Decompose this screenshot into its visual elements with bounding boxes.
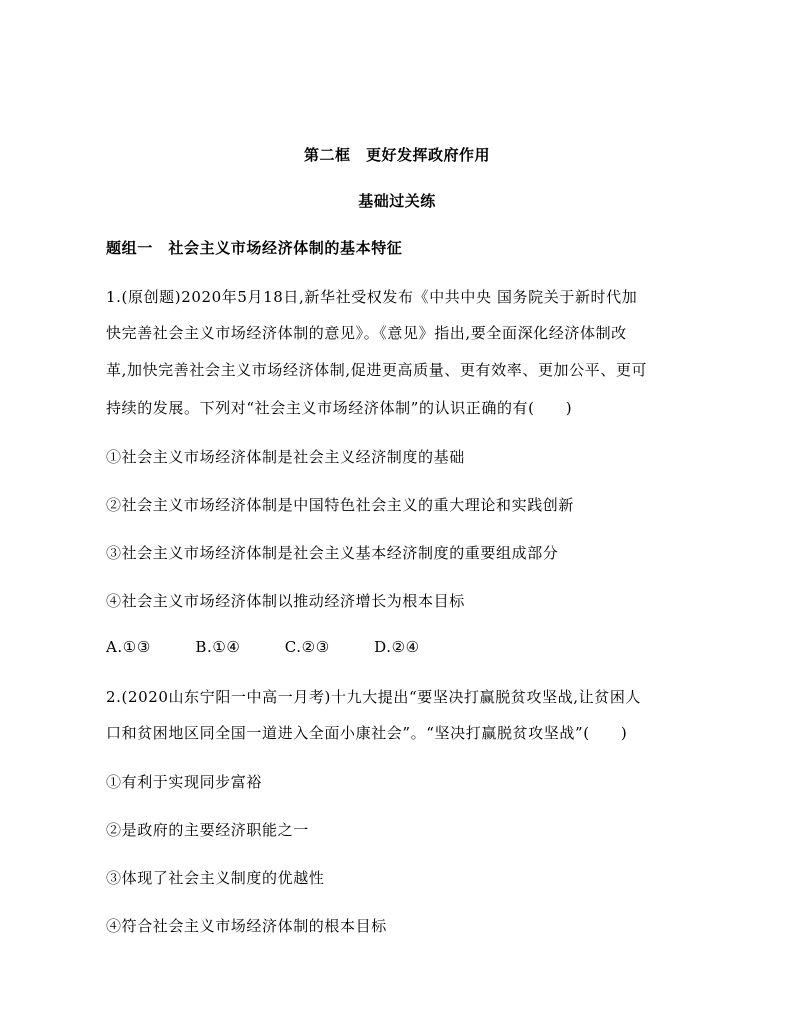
question-2-statement: ③体现了社会主义制度的优越性 — [106, 869, 325, 887]
question-1-statement: ③社会主义市场经济体制是社会主义基本经济制度的重要组成部分 — [106, 544, 559, 562]
option-b: B.①④ — [195, 638, 241, 656]
section-title: 基础过关练 — [358, 192, 436, 210]
question-1-line: 快完善社会主义市场经济体制的意见》。《意见》指出,要全面深化经济体制改 — [106, 324, 627, 342]
question-1-line: 持续的发展。下列对“社会主义市场经济体制”的认识正确的有( ) — [106, 399, 573, 417]
question-1-line: 革,加快完善社会主义市场经济体制,促进更高质量、更有效率、更加公平、更可 — [106, 361, 648, 379]
question-1-statement: ②社会主义市场经济体制是中国特色社会主义的重大理论和实践创新 — [106, 496, 575, 514]
question-2-statement: ①有利于实现同步富裕 — [106, 773, 263, 791]
question-1-options — [106, 638, 706, 656]
group-title: 题组一 社会主义市场经济体制的基本特征 — [106, 239, 403, 257]
option-d: D.②④ — [374, 638, 420, 656]
option-a: A.①③ — [106, 638, 151, 656]
lesson-title: 第二框 更好发挥政府作用 — [303, 146, 490, 164]
question-1-statement: ④社会主义市场经济体制以推动经济增长为根本目标 — [106, 592, 465, 610]
question-2-statement: ④符合社会主义市场经济体制的根本目标 — [106, 917, 387, 935]
option-c: C.②③ — [284, 638, 330, 656]
question-1-statement: ①社会主义市场经济体制是社会主义经济制度的基础 — [106, 448, 465, 466]
question-2-line: 2.(2020山东宁阳一中高一月考)十九大提出“要坚决打赢脱贫攻坚战,让贫困人 — [106, 688, 642, 706]
question-2-statement: ②是政府的主要经济职能之一 — [106, 821, 309, 839]
question-2-line: 口和贫困地区同全国一道进入全面小康社会”。“坚决打赢脱贫攻坚战”( ) — [106, 724, 628, 742]
question-1-line: 1.(原创题)2020年5月18日,新华社受权发布《中共中央 国务院关于新时代加 — [106, 288, 638, 306]
